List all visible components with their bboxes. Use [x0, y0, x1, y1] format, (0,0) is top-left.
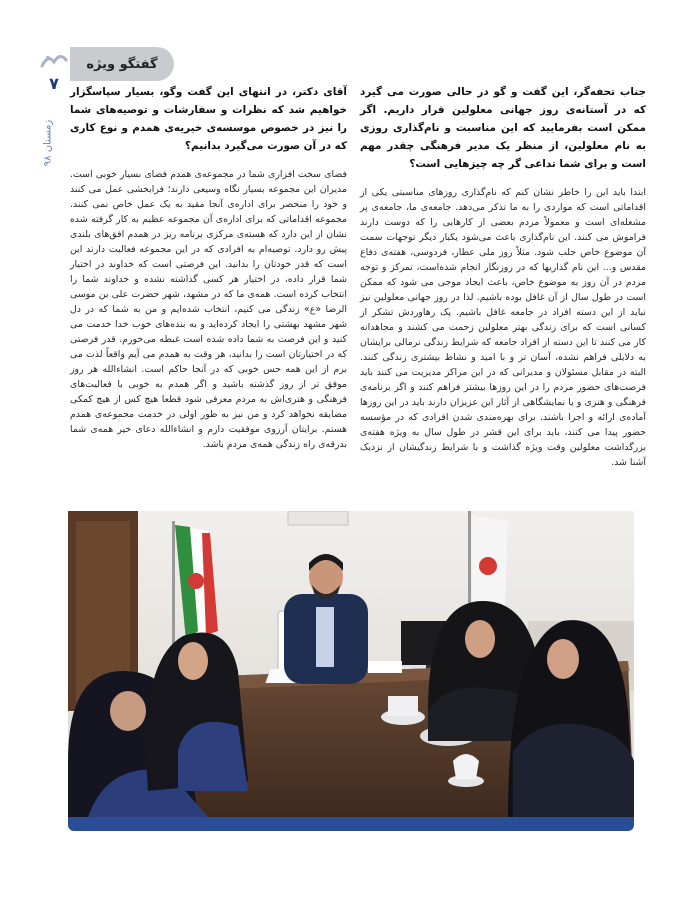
- magazine-logo-icon: [40, 50, 68, 70]
- issue-date: زمستان ۹۸: [42, 119, 54, 167]
- left-answer: فضای سخت افزاری شما در مجموعه‌ی همدم فضای بسیار خوبی است. مدیران این مجموعه بسیار نگاه وسیعی دارند؛ فرابخشی عمل می کنند و خود را منحصر برای اداره‌ی آنجا مقید به یک عمل خاص نمی کنند. مجموعه اقداماتی که برای اداره‌ی آن مجموعه عظیم به کار گرفته شده نشان از این دارد که هسته‌ی مرکزی برنامه ریز در همدم افق‌های بلندی پیش رو دارد. توصیه‌ام به افرادی که در این مجموعه فعالیت دارند این است که قدر خودتان را بدانید. این فرصتی است که خداوند در اختیار شما قرار داده، در اختیار هر کسی گذاشته نشده و خداوند شما را انتخاب کرده است. همه‌ی ما که در مشهد، شهر حضرت علی بن موسی الرضا «ع» زندگی می کنیم، انتخاب شده‌ایم و من به شما که در دل شهر مشهد بهشتی را ایجاد کرده‌اید و به بنده‌های خوب خدا خدمت می کنید و این فرصت به شما داده شده است غبطه می‌خورم. قدر فرصتی که در اختیارتان است را بدانید، هر وقت به همدم می آیم واقعاً لذت می برم از این همه حس خوبی که در آنجا حاکم است. انشاءالله هر روز موفق تر از روز گذشته باشید و اگر همدم به خوبی با فعالیت‌های فرهنگی و هنری‌اش به مردم معرفی شود قطعا هیچ کس از هیچ کمکی مضایقه نخواهد کرد و من نیز به طور اولی در خدمت مجموعه‌ی همدم هستم. برایتان آرزوی موفقیت دارم و انشاءالله دعای خیر همه‌ی شما بدرقه‌ی راه زندگی همه‌ی مردم باشد.: [70, 169, 347, 450]
- section-label: گفتگو ویژه: [70, 47, 174, 81]
- left-column: [70, 83, 347, 452]
- footer-accent-bar: [68, 817, 634, 831]
- meeting-photo: [68, 511, 634, 817]
- left-question: آقای دکتر، در انتهای این گفت وگو، بسیار سپاسگزار خواهیم شد که نظرات و سفارشات و توصیه‌های شما را نیز در خصوص موسسه‌ی خیریه‌ی همدم و نوع کاری که در آن صورت می‌گیرد بدانیم؟: [70, 86, 347, 152]
- page-number: ۷: [49, 74, 59, 93]
- right-question: جناب تحفه‌گر، این گفت و گو در حالی صورت می گیرد که در آستانه‌ی روز جهانی معلولین قرار داریم. اگر ممکن است بفرمایید که این مناسبت و نام‌گذاری روزی به نام معلولین، از منظر یک مدیر فرهنگی چقدر مهم است و برای شما تداعی گر چه چیزهایی است؟: [360, 86, 646, 170]
- right-column: [360, 83, 646, 470]
- right-answer: ابتدا باید این را خاطر نشان کنم که نام‌گذاری روزهای مناسبتی یکی از اقداماتی است که مواردی را به ما تذکر می‌دهد. جامعه‌ی ما، جامعه‌ی پر مشغله‌ای است و معمولاً مردم بعضی از کارهایی را که دوست دارند فراموش می کنند. این نام‌گذاری باعث می‌شود یکبار دیگر توجهات سمت آن موضوع خاص جلب شود. مثلاً روز ملی عطار، فردوسی، هفته‌ی دفاع مقدس و... این نام گذاریها که در روزنگار انجام شده‌است، تمرکز و توجه مردم در آن روز به موضوع خاص، باعث ایجاد موجی می شود که ممکن است در طول سال از آن غافل بوده باشیم. لذا در روز جهانی معلولین نیز نباید از این دسته افراد در جامعه غافل باشیم. یک رهاوردش تشکر از کسانی است که برای زندگی بهتر معلولین زحمت می کشند و مجاهدانه کار می کنند تا این دسته از افراد جامعه که شرایط زندگی نرمالی برایشان به دلایلی فراهم نشده، آسان تر و با امید و نشاط بیشتری زندگی کنند. البته در مقابل مسئولان و مدیرانی که در این مراکز مدیریت می کنند باید فرصت‌های حضور مردم را در این روزها بیشتر فراهم کنند و اگر برنامه‌ی فرهنگی و هنری و یا نمایشگاهی از آثار این عزیزان دارند باید در این روزها آماده‌ی ارائه و اجرا باشند. برای بهره‌مندی شدن افرادی که در مؤسسه حضور پیدا می کنند، باید برای این قشر در طول سال به ویژه هفته‌ی بزرگداشت معلولین وقت ویژه گذاشت و با شرایط زندگیشان از نزدیک آشنا شد.: [360, 187, 646, 468]
